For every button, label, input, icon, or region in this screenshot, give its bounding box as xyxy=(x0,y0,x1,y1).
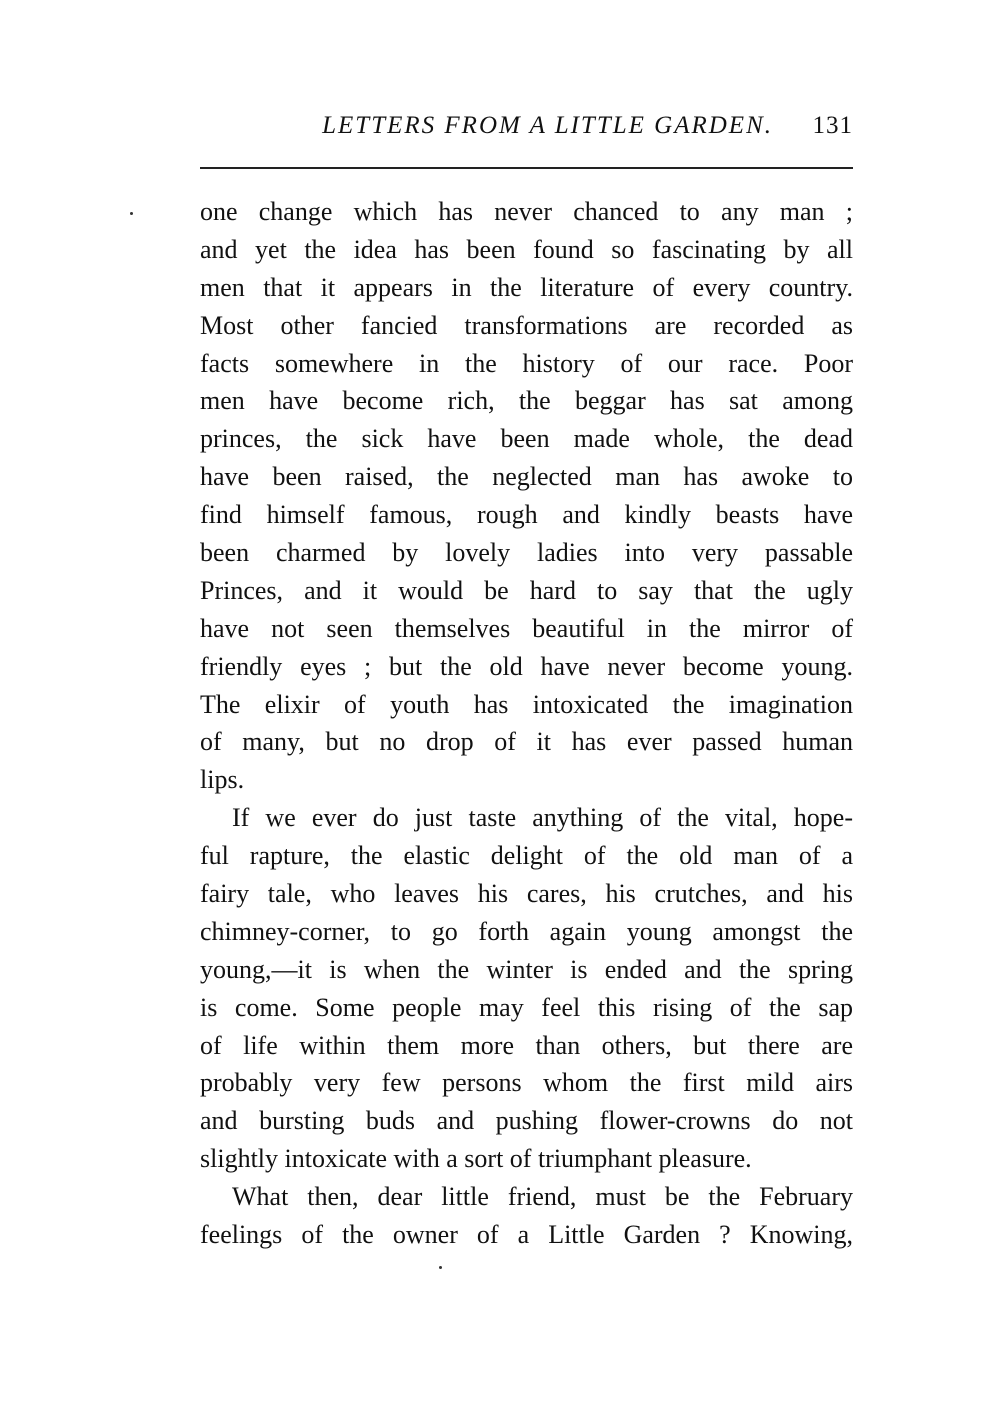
page-body-text xyxy=(200,193,853,1254)
text-line: The elixir of youth has intoxicated the imagination xyxy=(200,689,853,719)
text-line: young,—it is when the winter is ended and the spring xyxy=(200,954,853,984)
text-line: and yet the idea has been found so fascinating by all xyxy=(200,234,853,264)
scan-speck xyxy=(130,212,133,215)
text-line: What then, dear little friend, must be the February xyxy=(232,1182,853,1212)
text-line: slightly intoxicate with a sort of triumphant pleasure. xyxy=(200,1144,752,1174)
page-number: 131 xyxy=(812,112,853,139)
scan-speck xyxy=(439,1266,442,1269)
text-line: is come. Some people may feel this rising of the sap xyxy=(200,992,853,1022)
text-line: have not seen themselves beautiful in the mirror of xyxy=(200,613,853,643)
text-line: find himself famous, rough and kindly beasts have xyxy=(200,500,853,530)
text-line: princes, the sick have been made whole, the dead xyxy=(200,424,853,454)
text-line: If we ever do just taste anything of the vital, hope- xyxy=(232,803,853,833)
text-line: facts somewhere in the history of our race. Poor xyxy=(200,348,853,378)
running-title: LETTERS FROM A LITTLE GARDEN. xyxy=(322,112,773,139)
text-line: chimney-corner, to go forth again young amongst the xyxy=(200,916,853,946)
text-line: one change which has never chanced to any man ; xyxy=(200,197,853,226)
text-line: fairy tale, who leaves his cares, his crutches, and his xyxy=(200,879,853,909)
text-line: friendly eyes ; but the old have never become young. xyxy=(200,651,853,681)
text-line: been charmed by lovely ladies into very passable xyxy=(200,538,853,568)
text-line: feelings of the owner of a Little Garden ? Knowing, xyxy=(200,1220,853,1250)
header-rule xyxy=(200,167,853,169)
text-line: men have become rich, the beggar has sat among xyxy=(200,386,853,416)
running-header xyxy=(200,112,853,146)
text-line: of many, but no drop of it has ever passed human xyxy=(200,727,853,757)
text-line: lips. xyxy=(200,765,245,795)
text-line: Princes, and it would be hard to say that the ugly xyxy=(200,575,853,605)
text-line: ful rapture, the elastic delight of the old man of a xyxy=(200,841,853,871)
text-line: and bursting buds and pushing flower-crowns do not xyxy=(200,1106,853,1136)
text-line: have been raised, the neglected man has awoke to xyxy=(200,462,853,492)
text-line: of life within them more than others, but there are xyxy=(200,1030,853,1060)
text-line: Most other fancied transformations are recorded as xyxy=(200,310,853,340)
text-line: probably very few persons whom the first mild airs xyxy=(200,1068,853,1098)
text-line: men that it appears in the literature of every country. xyxy=(200,272,853,302)
